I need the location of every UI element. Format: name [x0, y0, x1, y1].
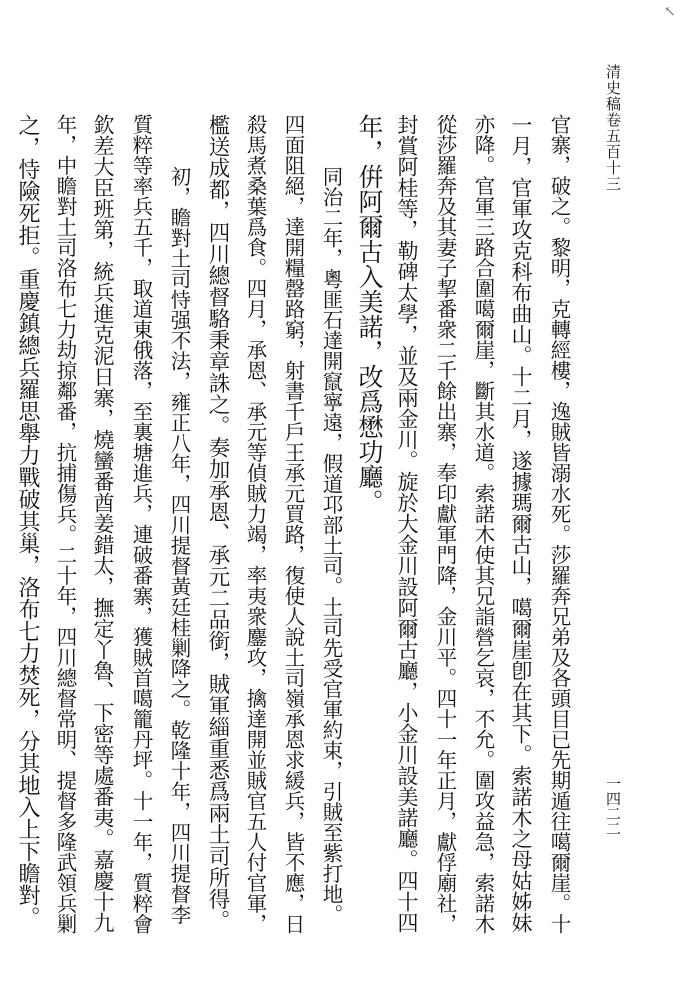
- text-column-9: 殺馬煮桑葉爲食。四月，承恩、承元等偵賊力竭，率夷衆鏖攻，擒達開並賊官五人付官軍，: [243, 114, 267, 934]
- text-column-5: 封賞阿桂等，勒碑太學，並及兩金川。旋於大金川設阿爾古廳，小金川設美諾廳。四十四: [395, 114, 419, 933]
- text-column-8: 四面阻絕，達開糧罄路窮，射書千戶王承元買路，復使人說土司嶺承恩求緩兵，皆不應，日: [281, 114, 305, 934]
- text-column-15: 之，恃險死拒。重慶鎮總兵羅思舉力戰破其巢，洛布七力焚死，分其地入上下瞻對。: [15, 114, 40, 928]
- page-number: 一四二二: [604, 776, 622, 836]
- page-header-title: 清史稿卷五百十三: [604, 64, 622, 192]
- text-column-3: 亦降。官軍三路合圍噶爾崖，斷其水道。索諾木使其兄詣營乞哀，不允。圍攻益急，索諾木: [471, 114, 495, 934]
- text-column-12: 質粹等率兵五千，取道東俄落，至裏塘進兵，連破番寨，獲賊首噶籠丹坪。十一年，質粹會: [129, 114, 153, 934]
- text-column-10: 檻送成都，四川總督駱秉章誅之。奏加承恩、承元二品銜，賊軍緇重悉爲兩土司所得。: [205, 114, 230, 931]
- text-column-4: 從莎羅奔及其妻子挈番衆二千餘出寨，奉印獻軍門降，金川平。四十一年正月，獻俘廟社，: [433, 114, 457, 934]
- text-column-6: 年，倂阿爾古入美諾，改爲懋功廳。: [355, 114, 384, 514]
- text-column-14: 年，中瞻對土司洛布七力劫掠鄰番，抗捕傷兵。二十年，四川總督常明、提督多隆武領兵剿: [53, 114, 77, 934]
- cursor-icon: ↖: [664, 4, 676, 20]
- text-column-13: 欽差大臣班第，統兵進克泥日寨，燒蠻番酋姜錯太，撫定丫魯、下密等處番夷。嘉慶十九: [91, 114, 115, 933]
- text-column-7: 同治二年，粵匪石達開竄寧遠，假道邛部土司。土司先受官軍約束，引賊至紫打地。: [319, 166, 343, 925]
- text-column-1: 官寨，破之。黎明，克轉經樓，逸賊皆溺水死。莎羅奔兄弟及各頭目已先期遁往噶爾崖。十: [547, 114, 571, 934]
- text-column-11: 初，瞻對土司恃强不法，雍正八年，四川提督黃廷桂剿降之。乾隆十年，四川提督李: [167, 166, 191, 925]
- text-column-2: 一月，官軍攻克科布曲山。十二月，遂據瑪爾古山，噶爾崖卽在其下。索諾木之母姑姊妹: [509, 114, 533, 933]
